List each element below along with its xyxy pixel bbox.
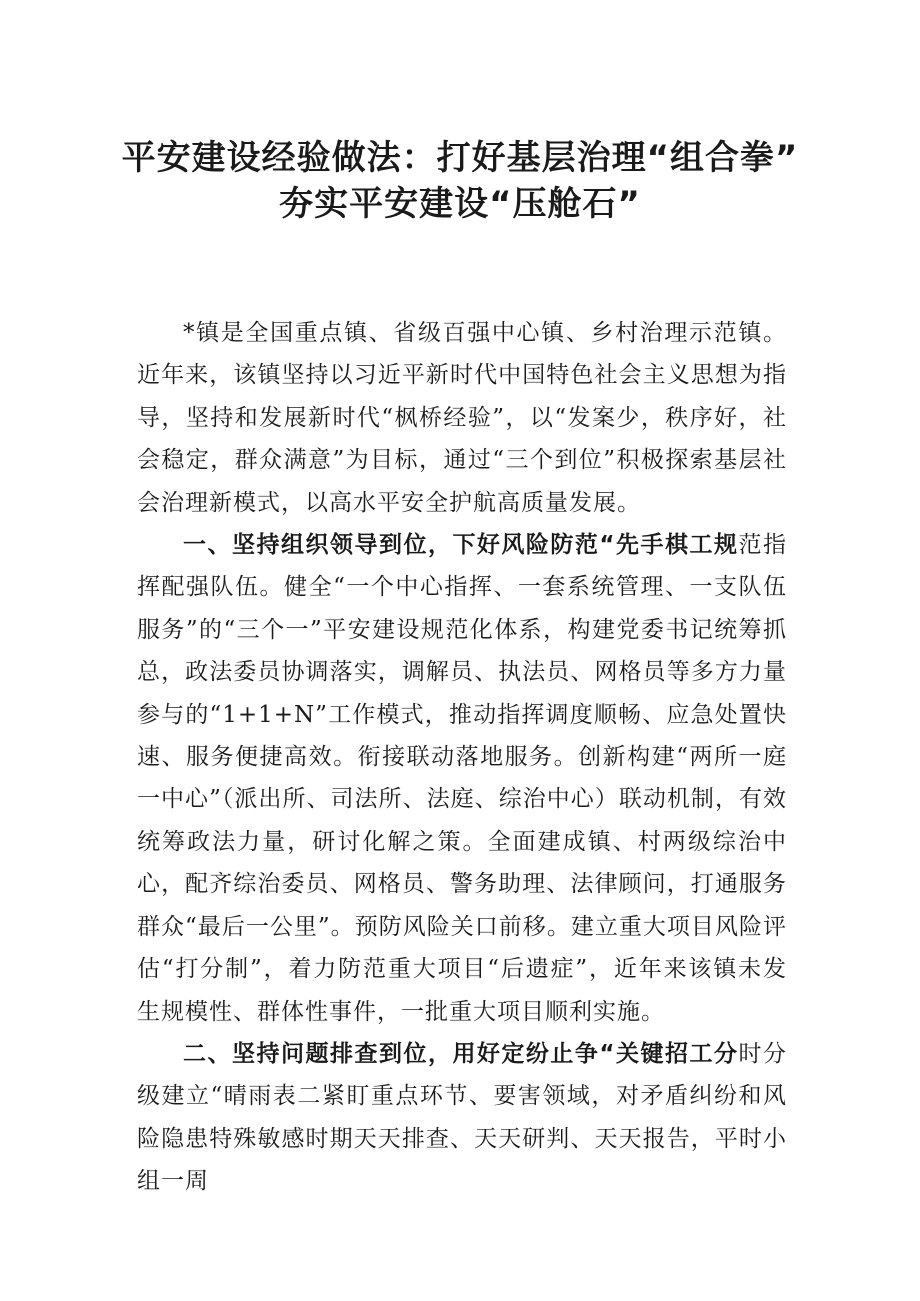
paragraph-section-1 — [137, 524, 787, 1033]
section-2-text: 时分级建立“晴雨表二紧盯重点环节、要害领域，对矛盾纠纷和风险隐患特殊敏感时期天天排查、天天研判、天天报告，平时小组一周 — [137, 1040, 787, 1195]
section-2-heading: 二、坚持问题排查到位，用好定纷止争“关键招工分 — [183, 1040, 739, 1067]
document-title-line-1: 平安建设经验做法：打好基层治理“组合拳” — [121, 138, 799, 178]
document-title-line-2: 夯实平安建设“压舱石” — [279, 184, 641, 224]
paragraph-intro-text: *镇是全国重点镇、省级百强中心镇、乡村治理示范镇。近年来，该镇坚持以习近平新时代中国特色社会主义思想为指导，坚持和发展新时代“枫桥经验”，以“发案少，秩序好，社会稳定，群众满意”为目标，通过“三个到位”积极探索基层社会治理新模式，以高水平安全护航高质量发展。 — [137, 320, 787, 516]
section-1-text: 范指挥配强队伍。健全“一个中心指挥、一套系统管理、一支队伍服务”的“三个一”平安建设规范化体系，构建党委书记统筹抓总，政法委员协调落实，调解员、执法员、网格员等多方力量参与的“1+1+N”工作模式，推动指挥调度顺畅、应急处置快速、服务便捷高效。衔接联动落地服务。创新构建“两所一庭一中心”（派出所、司法所、法庭、综治中心）联动机制，有效统筹政法力量，研讨化解之策。全面建成镇、村两级综治中心，配齐综治委员、网格员、警务助理、法律顾问，打通服务群众“最后一公里”。预防风险关口前移。建立重大项目风险评估“打分制”，着力防范重大项目“后遗症”，近年来该镇未发生规模性、群体性事件，一批重大项目顺利实施。 — [137, 532, 787, 1025]
document-body — [137, 312, 787, 1203]
section-1-heading: 一、坚持组织领导到位，下好风险防范“先手棋工规 — [183, 532, 739, 559]
paragraph-intro — [137, 312, 787, 524]
paragraph-section-2 — [137, 1033, 787, 1203]
